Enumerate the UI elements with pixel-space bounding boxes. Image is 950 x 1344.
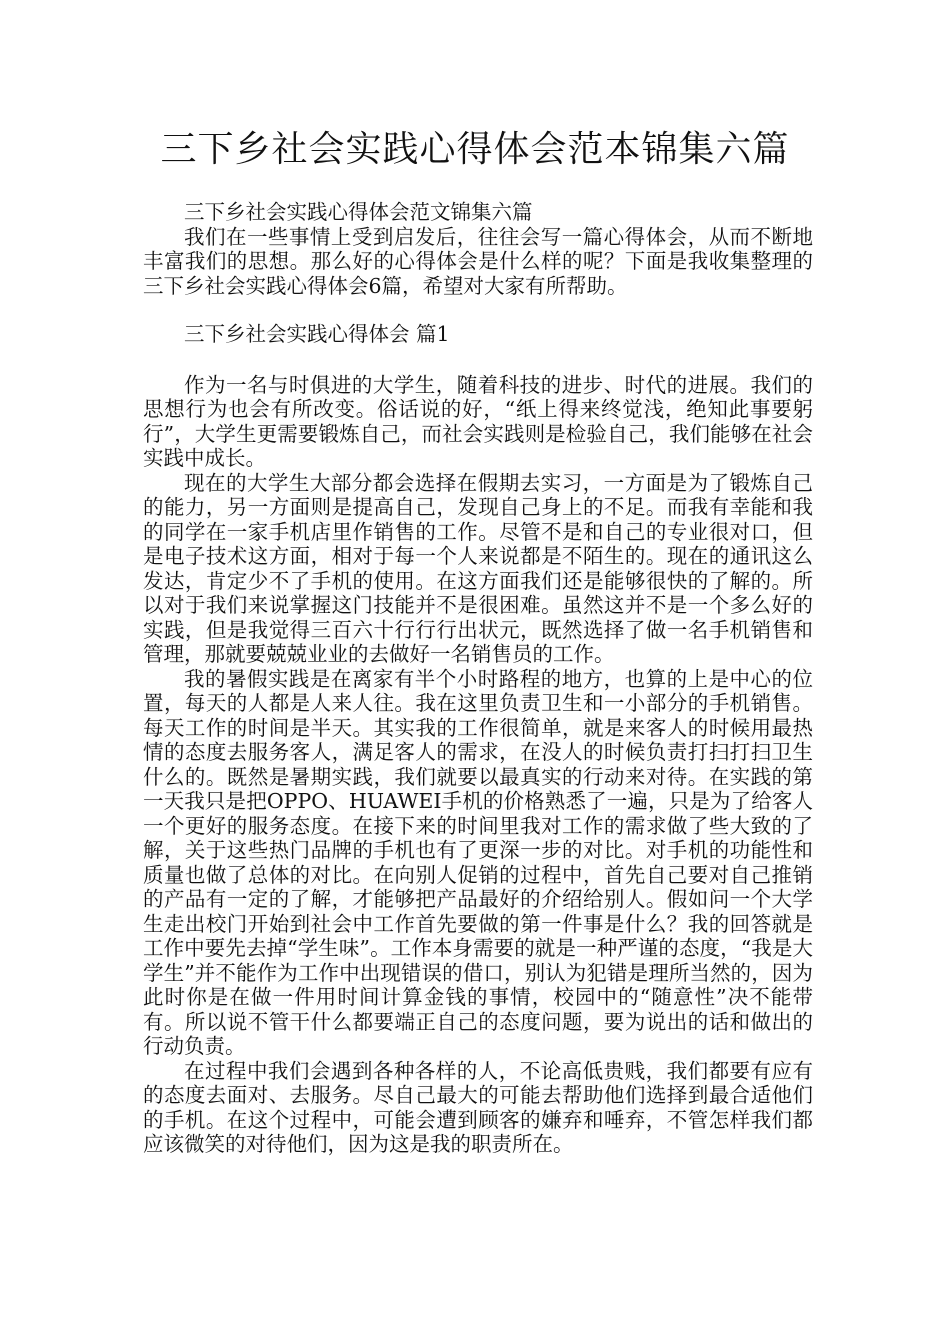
subtitle-line: 三下乡社会实践心得体会范文锦集六篇: [184, 200, 533, 224]
document-body: [143, 200, 813, 1157]
intro-paragraph: 我们在一些事情上受到启发后，往往会写一篇心得体会，从而不断地丰富我们的思想。那么好的心得体会是什么样的呢？下面是我收集整理的三下乡社会实践心得体会6篇，希望对大家有所帮助。: [143, 224, 813, 298]
body-paragraph: 在过程中我们会遇到各种各样的人，不论高低贵贱，我们都要有应有的态度去面对、去服务。尽自己最大的可能去帮助他们选择到最合适他们的手机。在这个过程中，可能会遭到顾客的嫌弃和唾弃，不管怎样我们都应该微笑的对待他们，因为这是我的职责所在。: [143, 1058, 813, 1156]
section-heading: 三下乡社会实践心得体会 篇1: [184, 322, 450, 346]
body-paragraph: 作为一名与时俱进的大学生，随着科技的进步、时代的进展。我们的思想行为也会有所改变。俗话说的好，“纸上得来终觉浅，绝知此事要躬行”，大学生更需要锻炼自己，而社会实践则是检验自己，我们能够在社会实践中成长。: [143, 372, 813, 470]
body-paragraph: 现在的大学生大部分都会选择在假期去实习，一方面是为了锻炼自己的能力，另一方面则是提高自己，发现自己身上的不足。而我有幸能和我的同学在一家手机店里作销售的工作。尽管不是和自己的专业很对口，但是电子技术这方面，相对于每一个人来说都是不陌生的。现在的通讯这么发达，肯定少不了手机的使用。在这方面我们还是能够很快的了解的。所以对于我们来说掌握这门技能并不是很困难。虽然这并不是一个多么好的实践，但是我觉得三百六十行行行出状元，既然选择了做一名手机销售和管理，那就要兢兢业业的去做好一名销售员的工作。: [143, 470, 813, 666]
body-paragraph: 我的暑假实践是在离家有半个小时路程的地方，也算的上是中心的位置，每天的人都是人来人往。我在这里负责卫生和一小部分的手机销售。每天工作的时间是半天。其实我的工作很简单，就是来客人的时候用最热情的态度去服务客人，满足客人的需求，在没人的时候负责打扫打扫卫生什么的。既然是暑期实践，我们就要以最真实的行动来对待。在实践的第一天我只是把OPPO、HUAWEI手机的价格熟悉了一遍，只是为了给客人一个更好的服务态度。在接下来的时间里我对工作的需求做了些大致的了解，关于这些热门品牌的手机也有了更深一步的对比。对手机的功能性和质量也做了总体的对比。在向别人促销的过程中，首先自己要对自己推销的产品有一定的了解，才能够把产品最好的介绍给别人。假如问一个大学生走出校门开始到社会中工作首先要做的第一件事是什么？我的回答就是工作中要先去掉“学生味”。工作本身需要的就是一种严谨的态度，“我是大学生”并不能作为工作中出现错误的借口，别认为犯错是理所当然的，因为此时你是在做一件用时间计算金钱的事情，校园中的“随意性”决不能带有。所以说不管干什么都要端正自己的态度问题，要为说出的话和做出的行动负责。: [143, 666, 813, 1058]
document-title: 三下乡社会实践心得体会范本锦集六篇: [160, 129, 790, 170]
